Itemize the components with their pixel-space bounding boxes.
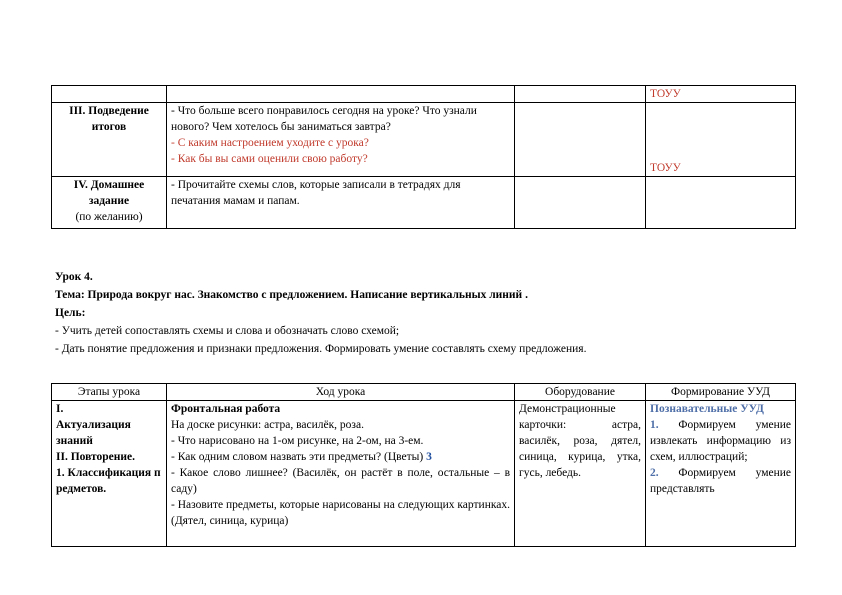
table-row: [52, 103, 796, 177]
course-cell: - Прочитайте схемы слов, которые записали в тетрадях для печатания мамам и папам.: [167, 177, 515, 229]
question-red: - С каким настроением уходите с урока?: [171, 137, 369, 149]
uud-number: 1.: [650, 419, 659, 431]
course-line: На доске рисунки: астра, василёк, роза.: [171, 419, 364, 431]
stage-title: II. Повторение.: [56, 451, 136, 463]
table-cell: [646, 86, 796, 103]
column-header: Ход урока: [167, 384, 515, 401]
stage-title: IV. Домашнее задание: [73, 179, 145, 207]
table-row: [52, 177, 796, 229]
stage-cell: III. Подведение итогов: [52, 103, 167, 177]
table-row: [52, 401, 796, 547]
uud-number: 2.: [650, 467, 659, 479]
stage-subtitle: 1. Классификация предметов.: [56, 467, 161, 495]
uud-text: Формируем умение представлять: [650, 467, 791, 495]
course-line: - Какое слово лишнее? (Василёк, он растёт в поле, остальные – в саду): [171, 467, 510, 495]
uud-item: [650, 417, 791, 465]
lesson-goal-label: Цель:: [55, 307, 86, 319]
table-cell: [167, 86, 515, 103]
table-cell: [515, 177, 646, 229]
lesson-info: [55, 268, 795, 358]
table-cell: [515, 86, 646, 103]
column-header: Формирование УУД: [646, 384, 796, 401]
stage-cell: [52, 401, 167, 547]
course-line: - Назовите предметы, которые нарисованы на следующих картинках. (Дятел, синица, курица): [171, 499, 510, 527]
stage-note: (по желанию): [75, 211, 143, 223]
course-line: [171, 449, 510, 465]
table-cell: [646, 177, 796, 229]
stage-number: I.: [56, 403, 64, 415]
lesson-plan-table: [51, 383, 796, 547]
tou-label: ТОУУ: [650, 88, 681, 100]
column-header: Оборудование: [515, 384, 646, 401]
course-heading: Фронтальная работа: [171, 403, 281, 415]
lesson-goal: - Дать понятие предложения и признаки предложения. Формировать умение составлять схему предложения.: [55, 343, 587, 355]
uud-heading: Познавательные УУД: [650, 403, 764, 415]
table-cell: [646, 103, 796, 177]
uud-item: [650, 465, 791, 497]
question-red: - Как бы вы сами оценили свою работу?: [171, 153, 368, 165]
table-row: [52, 86, 796, 103]
table-header-row: [52, 384, 796, 401]
lesson-goal: - Учить детей сопоставлять схемы и слова и обозначать слово схемой;: [55, 325, 400, 337]
lesson-topic: Тема: Природа вокруг нас. Знакомство с предложением. Написание вертикальных линий .: [55, 289, 528, 301]
summary-table: [51, 85, 796, 229]
equipment-cell: Демонстрационные карточки: астра, василёк, роза, дятел, синица, курица, утка, гусь, лебедь.: [515, 401, 646, 547]
uud-text: Формируем умение извлекать информацию из схем, иллюстраций;: [650, 419, 791, 463]
course-line: - Что нарисовано на 1-ом рисунке, на 2-ом, на 3-ем.: [171, 435, 424, 447]
table-cell: [515, 103, 646, 177]
lesson-title: Урок 4.: [55, 271, 93, 283]
course-cell: [167, 401, 515, 547]
table-cell: [52, 86, 167, 103]
course-number: 3: [426, 451, 432, 463]
tou-label: ТОУУ: [650, 162, 681, 174]
uud-cell: [646, 401, 796, 547]
stage-cell: [52, 177, 167, 229]
course-line-text: - Как одним словом назвать эти предметы? (Цветы): [171, 451, 424, 463]
course-cell: [167, 103, 515, 177]
stage-title: Актуализация знаний: [56, 419, 131, 447]
column-header: Этапы урока: [52, 384, 167, 401]
question-text: - Что больше всего понравилось сегодня на уроке? Что узнали нового? Чем хотелось бы заниматься завтра?: [171, 105, 477, 133]
